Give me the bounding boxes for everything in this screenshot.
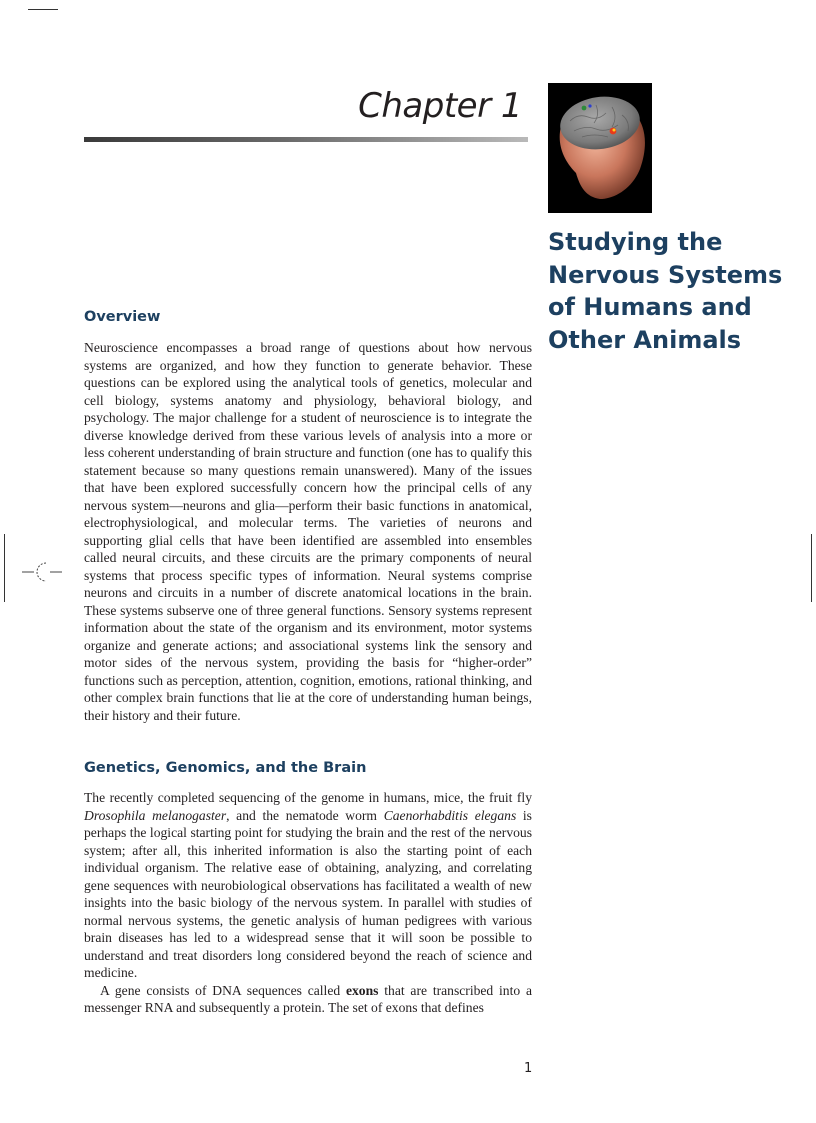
- genetics-body: [84, 789, 532, 1017]
- brain-scan-icon: [548, 83, 652, 213]
- chapter-subtitle: [548, 226, 808, 356]
- text-run: A gene consists of DNA sequences called: [100, 982, 346, 998]
- genetics-paragraph-1: [84, 789, 532, 982]
- page-number: 1: [524, 1061, 533, 1076]
- registration-mark-icon: [20, 558, 64, 586]
- species-name: Drosophila melanogaster: [84, 807, 227, 823]
- text-run: that are transcribed into a messenger RNA and subsequently a protein. The set of exons that defines: [84, 982, 532, 1015]
- key-term: exons: [345, 982, 379, 998]
- crop-mark-top: [28, 9, 58, 10]
- overview-body: [84, 339, 532, 724]
- subtitle-line: Other Animals: [548, 325, 742, 354]
- crop-mark-left: [4, 534, 5, 602]
- subtitle-line: Nervous Systems: [548, 260, 783, 289]
- genetics-paragraph-2: [84, 982, 532, 1017]
- text-run: is perhaps the logical starting point for studying the brain and the rest of the nervous system; after all, this inherited information is also the starting point of each individual organism. The relative ease of obtaining, analyzing, and correlating gene sequences with neurobiological observations has facilitated a wealth of new insights into the basic biology of the nervous system. In parallel with studies of normal nervous systems, the genetic analysis of human pedigrees with various brain diseases has led to a widespread sense that it will soon be possible to understand and treat disorders long considered beyond the reach of science and medicine.: [84, 807, 532, 980]
- chapter-title: Chapter 1: [358, 86, 522, 126]
- text-run: , and the nematode worm: [226, 807, 384, 823]
- species-name: Caenorhabditis elegans: [383, 807, 517, 823]
- text-run: The recently completed sequencing of the genome in humans, mice, the fruit fly: [84, 790, 532, 805]
- genetics-heading: Genetics, Genomics, and the Brain: [84, 760, 367, 776]
- overview-paragraph: Neuroscience encompasses a broad range of questions about how nervous systems are organized, and how they function to generate behavior. These questions can be explored using the analytical tools of genetics, molecular and cell biology, systems anatomy and physiology, behavioral biology, and psychology. The major challenge for a student of neuroscience is to integrate the diverse knowledge derived from these various levels of analysis into a more or less coherent understanding of brain structure and function (one has to qualify this statement because so many questions remain unanswered). Many of the issues that have been explored successfully concern how the principal cells of any nervous system—neurons and glia—perform their basic functions in anatomical, electrophysiological, and molecular terms. The varieties of neurons and supporting glial cells that have been identified are assembled into ensembles called neural circuits, and these circuits are the primary components of neural systems that process specific types of information. Neural systems comprise neurons and circuits in a number of discrete anatomical locations in the brain. These systems subserve one of three general functions. Sensory systems represent information about the state of the organism and its environment, motor systems organize and generate actions; and associational systems link the sensory and motor sides of the nervous system, providing the basis for “higher-order” functions such as perception, attention, cognition, emotions, rational thinking, and other complex brain functions that lie at the core of understanding human beings, their history and their future.: [84, 340, 532, 723]
- overview-heading: Overview: [84, 309, 161, 325]
- chapter-rule: [84, 137, 528, 142]
- subtitle-line: of Humans and: [548, 293, 752, 321]
- subtitle-line: Studying the: [548, 228, 723, 256]
- crop-mark-right: [811, 534, 812, 602]
